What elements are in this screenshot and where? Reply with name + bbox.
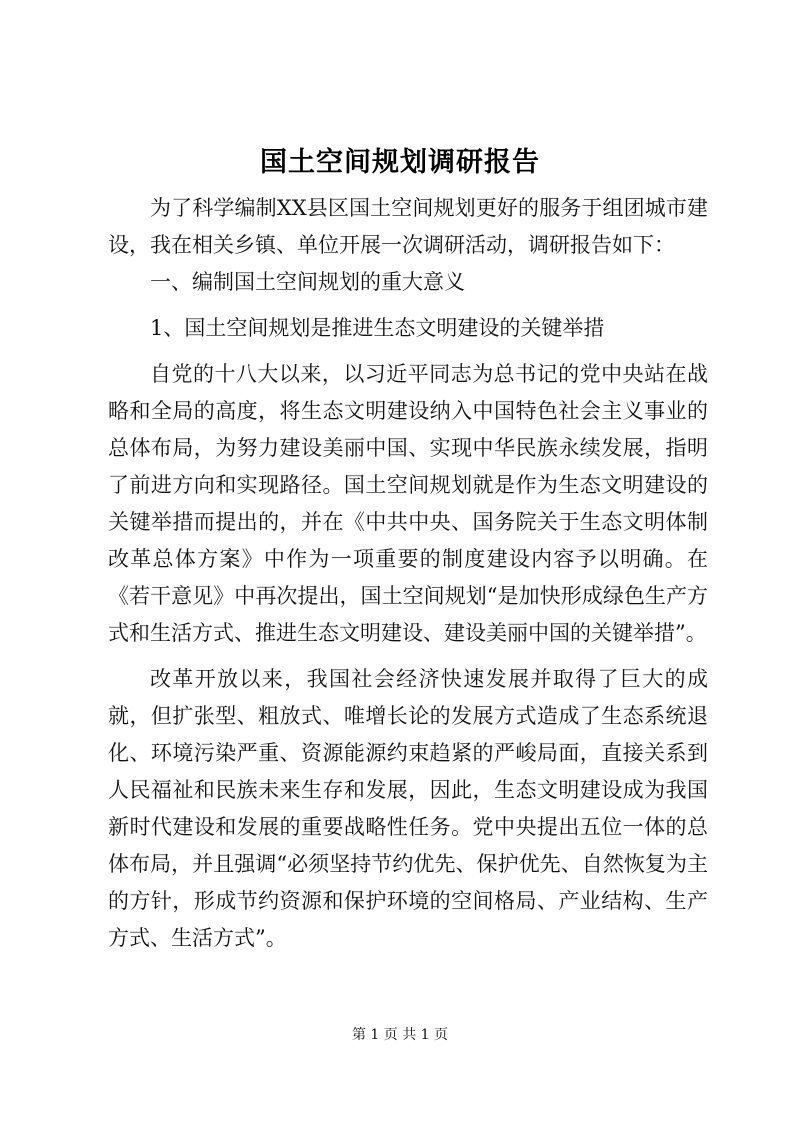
body-paragraph: 自党的十八大以来，以习近平同志为总书记的党中央站在战略和全局的高度，将生态文明建设纳入中国特色社会主义事业的总体布局，为努力建设美丽中国、实现中华民族永续发展，指明了前进方向和实现路径。国土空间规划就是作为生态文明建设的关键举措而提出的，并在《中共中央、国务院关于生态文明体制改革总体方案》中作为一项重要的制度建设内容予以明确。在《若干意见》中再次提出，国土空间规划“是加快形成绿色生产方式和生活方式、推进生态文明建设、建设美丽中国的关键举措”。	[108, 362, 708, 645]
spacer	[108, 347, 708, 356]
section-heading: 一、编制国土空间规划的重大意义	[150, 270, 465, 294]
subsection-heading: 1、国土空间规划是推进生态文明建设的关键举措	[150, 316, 605, 340]
spacer	[108, 652, 708, 661]
page-footer: 第 1 页 共 1 页	[351, 1027, 449, 1043]
document-title: 国土空间规划调研报告	[260, 147, 540, 178]
intro-paragraph: 为了科学编制XX县区国土空间规划更好的服务于组团城市建设，我在相关乡镇、单位开展一次调研活动，调研报告如下：	[108, 196, 708, 257]
document-body	[108, 190, 708, 957]
body-paragraph: 改革开放以来，我国社会经济快速发展并取得了巨大的成就，但扩张型、粗放式、唯增长论的发展方式造成了生态系统退化、环境污染严重、资源能源约束趋紧的严峻局面，直接关系到人民福祉和民族未来生存和发展，因此，生态文明建设成为我国新时代建设和发展的重要战略性任务。党中央提出五位一体的总体布局，并且强调“必须坚持节约优先、保护优先、自然恢复为主的方针，形成节约资源和保护环境的空间格局、产业结构、生产方式、生活方式”。	[108, 667, 708, 950]
spacer	[108, 301, 708, 310]
